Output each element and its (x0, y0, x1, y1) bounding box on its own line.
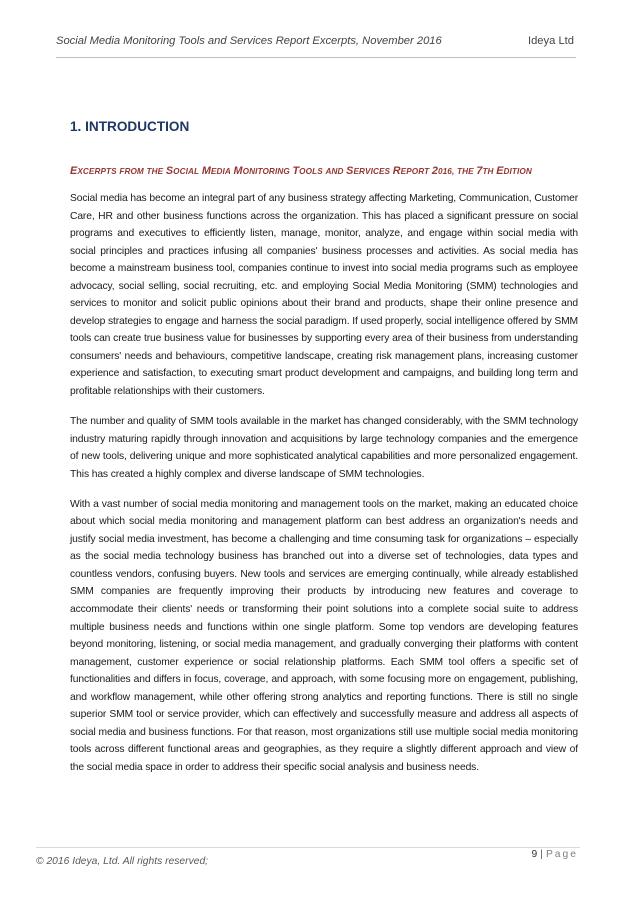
page-label: Page (545, 849, 578, 860)
document-body (70, 190, 578, 789)
header-divider (56, 57, 576, 58)
paragraph: The number and quality of SMM tools available in the market has changed considerably, with the SMM technology industry maturing rapidly through innovation and acquisitions by large technology companies and the emergence of new tools, delivering unique and more sophisticated analytical capabilities and more personalized engagement. This has created a highly complex and diverse landscape of SMM technologies. (70, 416, 578, 480)
header-company: Ideya Ltd (527, 35, 574, 47)
header-title: Social Media Monitoring Tools and Services Report Excerpts, November 2016 (56, 35, 442, 47)
section-subheading: EXCERPTS FROM THE SOCIAL MEDIA MONITORING TOOLS AND SERVICES REPORT 2016, THE 7TH EDITION (70, 165, 532, 177)
page-number-value: 9 (531, 849, 538, 860)
paragraph: Social media has become an integral part of any business strategy affecting Marketing, Communication, Customer Care, HR and other business functions across the organization. This has placed a significant pressure on social programs and executives to efficiently listen, manage, monitor, analyze, and engage within social media with social principles and practices infusing all companies' business processes and activities. As social media has become a mainstream business tool, companies continue to invest into social media programs such as employee advocacy, social selling, social recruiting, etc. and employing Social Media Monitoring (SMM) technologies and services to monitor and solicit public opinions about their brand and products, shape their online presence and develop strategies to engage and harness the social paradigm. If used properly, social intelligence offered by SMM tools can create true business value for businesses by supporting every area of their business from understanding consumers' needs and behaviours, competitive landscape, creating risk management plans, increasing customer experience and satisfaction, to executing smart product development and campaigns, and building long term and profitable relationships with their customers. (70, 193, 578, 398)
paragraph: With a vast number of social media monitoring and management tools on the market, making an educated choice about which social media monitoring and management platform can best address an organization's needs and justify social media investment, has become a challenging and time consuming task for organizations – especially as the social media technology business has branched out into a diverse set of technologies, data types and countless vendors, confusing buyers. New tools and services are emerging continually, while already established SMM companies are frequently improving their products by introducing new features and coverage to accommodate their clients' needs or transforming their point solutions into a complete social suite to address multiple business needs and functions within one single platform. Some top vendors are developing features beyond monitoring, listening, or social media management, and gradually converging their platforms with content management, customer experience or social relationship platforms. Each SMM tool offers a specific set of functionalities and differs in focus, coverage, and approach, with some focusing more on engagement, publishing, and workflow management, while other offering strong analytics and reporting functions. There is still no single superior SMM tool or service provider, which can effectively and successfully measure and address all aspects of social media and business functions. For that reason, most organizations still use multiple social media monitoring tools across different functional areas and geographies, as they require a slightly different approach and view of the social media space in order to address their specific social analysis and business needs. (70, 498, 578, 773)
footer-copyright: © 2016 Ideya, Ltd. All rights reserved; (36, 856, 209, 867)
page-number-separator: | (540, 849, 543, 860)
page-number (532, 849, 578, 860)
section-heading: 1. INTRODUCTION (70, 119, 190, 134)
footer-divider (36, 847, 580, 848)
